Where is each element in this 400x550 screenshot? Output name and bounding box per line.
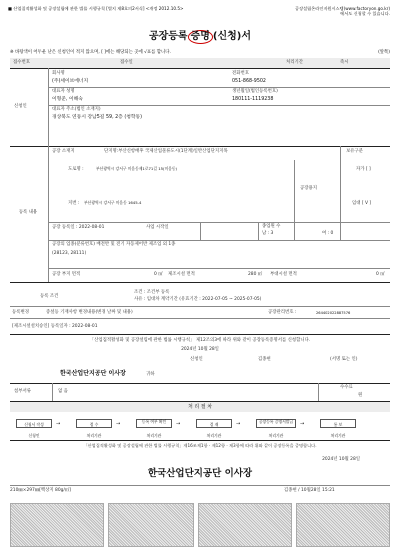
rule — [200, 222, 201, 240]
rule — [10, 146, 390, 147]
application-statement: 「산업집적활성화 및 공장설립에 관한 법률 시행규칙」 제12조의3에 따라 위와 같이 공장등록증명서를 신청합니다. — [89, 338, 311, 343]
birth-value: 180111-1119238 — [232, 97, 274, 102]
page-side-label: (앞쪽) — [378, 50, 390, 55]
rule — [10, 306, 390, 307]
process-step-3: 등록 여부 확인 — [136, 419, 172, 428]
rep-value: 이형준, 이해숙 — [52, 97, 83, 102]
site-label: 공장용지 — [300, 186, 317, 191]
security-pattern — [296, 503, 390, 547]
period-value: 즉시 — [340, 60, 349, 65]
rule — [10, 485, 390, 486]
mfg-area-label: 제조시설 면적 — [168, 272, 195, 277]
staff-label: 종업원 수 — [262, 224, 281, 229]
receipt-date-label: 접수일 — [120, 60, 133, 65]
process-title: 처 리 절 차 — [10, 402, 390, 412]
arrow-right-icon: → — [300, 421, 305, 427]
staff-female: 여 : 0 — [322, 231, 334, 236]
security-pattern — [108, 503, 194, 547]
rule — [258, 222, 259, 240]
ownership-label: 보유구분 — [346, 149, 363, 154]
company-label: 회사명 — [52, 71, 65, 76]
registration-divider — [48, 146, 49, 282]
paper-spec: 210㎜×297㎜[백상지 80g/㎡] — [10, 488, 72, 493]
process-actor-6: 처리기관 — [330, 433, 346, 438]
rule — [10, 440, 390, 441]
rule — [10, 282, 390, 283]
aux-area-value: 0 ㎡ — [376, 272, 385, 277]
reg-date-value: 2022-08-01 — [78, 225, 105, 230]
signer-label: 신청인 — [190, 357, 203, 362]
fee-value: 원 — [358, 393, 363, 398]
rule — [10, 383, 390, 384]
phone-label: 전화번호 — [232, 71, 249, 76]
phone-value: 051-868-9502 — [232, 79, 266, 84]
staff-male: 남 : 3 — [262, 231, 274, 236]
reg-date — [52, 225, 104, 230]
certification-statement: 「산업집적활성화 및 공장설립에 관한 법률 시행규칙」제16조제1항 · 제12항 · 제3항에 따라 위와 같이 공장등록을 증명합니다. — [83, 443, 317, 448]
road-label: 도로명 : — [68, 167, 84, 172]
form-header-left: ■ 산업집적활성화 및 공장설립에 관한 법률 시행규칙 [별지 제8호의2서식] <개정 2012.10.5> — [8, 6, 184, 11]
issue-stamp: 김종현 / 10월28일 15:21 — [284, 488, 335, 493]
attachments-label: 첨부서류 — [14, 389, 31, 394]
industry-codes: (28123, 28111) — [52, 251, 87, 256]
self-owned-option: 자가 [ ] — [356, 167, 371, 172]
permit-line: [제조시설설치승인] 등록일자 : 2022-08-01 — [12, 324, 98, 329]
issuer-name: 한국산업단지공단 이사장 — [147, 468, 253, 479]
attachments-value: 없 음 — [58, 389, 68, 394]
applicant-section-label: 신청인 — [14, 104, 27, 109]
process-actor-1: 신청인 — [28, 433, 40, 438]
address-value: 경상북도 연동시 강남5길 59, 2층 (청학동) — [52, 115, 142, 120]
instruction-note — [10, 50, 390, 55]
form-header-right — [230, 6, 390, 16]
birth-label: 생년월일(법인등록번호) — [232, 89, 278, 94]
industry-label: 공장의 업종(분류번호) 배전반 및 전기 자동제어반 제조업 외 1종 — [52, 242, 176, 247]
process-step-2: 접 수 — [76, 419, 112, 428]
rule — [48, 105, 390, 106]
process-actor-4: 처리기관 — [206, 433, 222, 438]
ownership-divider — [340, 146, 341, 240]
fee-label: 수수료 — [340, 385, 353, 390]
site-area-value: 0 ㎡ — [154, 272, 163, 277]
site-divider — [294, 160, 295, 240]
signature-field[interactable]: (서명 또는 인) — [330, 357, 358, 362]
arrow-right-icon: → — [116, 421, 121, 427]
change-label: 등록변경 — [12, 310, 29, 315]
title-prefix: 공장등록 — [148, 31, 188, 42]
sign-date: 2024년 10월 28일 — [181, 347, 219, 352]
process-actor-5: 처리기관 — [268, 433, 284, 438]
process-step-1: 신청서 작성 — [16, 419, 52, 428]
title-suffix: (신청)서 — [212, 31, 252, 42]
change-value: 증설등 기재사항 변경내용(변경 날짜 및 내용) — [46, 310, 133, 315]
recipient-name: 한국산업단지공단 이사장 — [60, 370, 126, 377]
road-value: 부산광역시 강서구 미음동제1로71길 15(미음동) — [96, 166, 178, 171]
mgmt-no-label: 공장관리번호 : — [268, 310, 297, 315]
location-value: 단지명:부산신항배후 국제산업물류도시(1단계)일반산업단지지목 — [104, 149, 228, 154]
arrow-right-icon: → — [56, 421, 61, 427]
location-label: 공장 소재지 — [52, 149, 75, 154]
process-step-5: 공장등록 증명서발급 — [256, 419, 296, 428]
process-actor-2: 처리기관 — [86, 433, 102, 438]
aux-area-label: 부대시설 면적 — [270, 272, 297, 277]
conditions-line1: 조건 : 조건부 등록 — [134, 290, 170, 295]
receipt-bottom-rule — [10, 68, 390, 69]
lot-label: 지번 : — [68, 201, 80, 206]
rule — [10, 334, 390, 335]
signer-name: 김종현 — [258, 357, 271, 362]
company-value: (주)세이브에너지 — [52, 79, 89, 84]
period-label: 처리기간 — [286, 60, 303, 65]
rep-label: 대표자 성명 — [52, 89, 75, 94]
address-label: 대표자 주소(법인 소재지) — [52, 107, 101, 112]
receipt-no-label: 접수번호 — [13, 60, 30, 65]
reg-date-label: 공장 등록일 : — [52, 225, 79, 230]
mgmt-no-value: 264402022887576 — [316, 311, 351, 315]
rule — [10, 318, 390, 319]
process-actor-3: 처리기관 — [146, 433, 162, 438]
lot-value: 부산광역시 강서구 미음동 1645-4 — [84, 200, 142, 205]
online-note-text: 에서도 신청할 수 있습니다. — [340, 11, 390, 17]
rule — [48, 268, 390, 269]
start-date-label: 사업 시작일 — [146, 225, 169, 230]
process-step-6: 통 보 — [320, 419, 356, 428]
rule — [48, 87, 390, 88]
title-circled: 증명 — [188, 30, 213, 44]
conditions-label: 등록 조건 — [40, 294, 59, 299]
arrow-right-icon: → — [236, 421, 241, 427]
instruction-text: ※ 바탕색이 어두운 난은 신청인이 적지 않으며, [ ]에는 해당되는 곳에 √표를 합니다. — [10, 50, 171, 55]
process-step-4: 결 재 — [196, 419, 232, 428]
recipient-suffix: 귀하 — [146, 372, 155, 377]
registration-section-label: 등록 내용 — [18, 210, 38, 215]
site-area-label: 공장 부지 면적 — [52, 272, 81, 277]
rule — [48, 222, 390, 223]
rule — [48, 240, 390, 241]
conditions-line2: 사유 : 임대차 계약기간 (유효기간 : 2022-07-05 ~ 2025-07-05) — [134, 297, 262, 302]
online-site-text: 공장설립온라인지원시스템(www.factoryon.go.kr) — [295, 6, 390, 11]
arrow-right-icon: → — [176, 421, 181, 427]
applicant-divider — [48, 68, 49, 146]
security-pattern — [10, 503, 104, 547]
security-pattern — [198, 503, 292, 547]
certification-date: 2024년 10월 28일 — [322, 457, 360, 462]
mfg-area-value: 280 ㎡ — [248, 272, 263, 277]
page-title — [0, 30, 400, 44]
receipt-row — [10, 58, 390, 68]
rule — [52, 383, 53, 401]
rule — [318, 383, 319, 401]
leased-option: 임대 [ V ] — [352, 201, 372, 206]
